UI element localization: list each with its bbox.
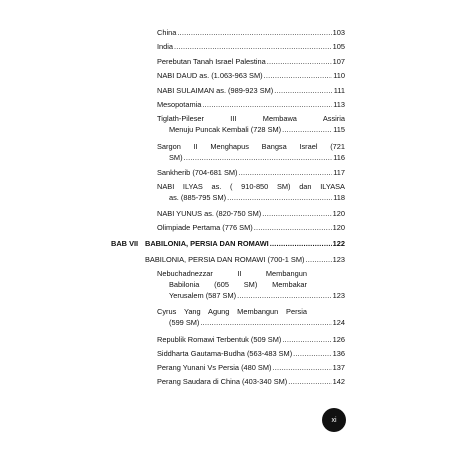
dot-leader xyxy=(202,99,332,110)
toc-entry-page: 123 xyxy=(332,291,345,300)
toc-entry-page: 113 xyxy=(333,100,345,109)
toc-entry-siddharta[interactable] xyxy=(157,348,345,359)
toc-entry-nabi-ilyas[interactable] xyxy=(157,181,345,203)
toc-entry-cyrus[interactable] xyxy=(157,306,345,328)
page-number-badge xyxy=(322,408,346,432)
toc-entry-title-line-2: Menuju Puncak Kembali (728 SM) xyxy=(169,125,282,134)
dot-leader xyxy=(305,254,331,265)
toc-entry-title: Siddharta Gautama-Budha (563-483 SM) xyxy=(157,349,293,358)
toc-entry-perebutan[interactable] xyxy=(157,56,345,67)
toc-entry-nabi-daud[interactable] xyxy=(157,70,345,81)
toc-entry-page: 105 xyxy=(332,42,345,51)
dot-leader xyxy=(262,208,331,219)
dot-leader xyxy=(282,124,332,135)
toc-entry-page: 118 xyxy=(333,193,345,202)
toc-entry-sargon[interactable] xyxy=(157,141,345,163)
toc-entry-page: 116 xyxy=(333,153,345,162)
dot-leader xyxy=(282,334,331,345)
page-number: xi xyxy=(331,416,337,424)
toc-entry-title-line-1: NABI ILYAS as. ( 910-850 SM) dan ILYASA xyxy=(157,182,345,191)
toc-entry-title-line-1: Sargon II Menghapus Bangsa Israel (721 xyxy=(157,142,345,151)
toc-entry-tiglath-pileser[interactable] xyxy=(157,113,345,135)
dot-leader xyxy=(267,56,332,67)
toc-entry-title-line-2: as. (885-795 SM) xyxy=(169,193,227,202)
toc-entry-title-line-3: Yerusalem (587 SM) xyxy=(169,291,237,300)
toc-entry-title: Sankherib (704-681 SM) xyxy=(157,168,238,177)
toc-entry-perang-yunani[interactable] xyxy=(157,362,345,373)
toc-entry-page: 136 xyxy=(332,349,345,358)
dot-leader xyxy=(293,348,331,359)
toc-entry-title-line-2: (599 SM) xyxy=(169,318,200,327)
toc-entry-title: Republik Romawi Terbentuk (509 SM) xyxy=(157,335,282,344)
toc-entry-republik-romawi[interactable] xyxy=(157,334,345,345)
chapter-page: 122 xyxy=(332,239,345,248)
toc-entry-page: 120 xyxy=(332,223,345,232)
dot-leader xyxy=(239,167,333,178)
toc-entry-page: 115 xyxy=(333,125,345,134)
toc-entry-page: 110 xyxy=(333,71,345,80)
toc-entry-page: 103 xyxy=(332,28,345,37)
toc-entry-title: Olimpiade Pertama (776 SM) xyxy=(157,223,253,232)
toc-entry-nabi-yunus[interactable] xyxy=(157,208,345,219)
toc-entry-nabi-sulaiman[interactable] xyxy=(157,85,345,96)
toc-entry-page: 117 xyxy=(333,168,345,177)
chapter-title: BABILONIA, PERSIA DAN ROMAWI xyxy=(145,239,269,248)
dot-leader xyxy=(272,362,331,373)
dot-leader xyxy=(270,238,332,249)
toc-entry-title: NABI YUNUS as. (820-750 SM) xyxy=(157,209,262,218)
dot-leader xyxy=(288,376,331,387)
toc-entry-title: Perebutan Tanah Israel Palestina xyxy=(157,57,266,66)
toc-entry-mesopotamia[interactable] xyxy=(157,99,345,110)
toc-entry-page: 124 xyxy=(332,318,345,327)
toc-entry-title: Perang Saudara di China (403-340 SM) xyxy=(157,377,288,386)
dot-leader xyxy=(254,222,332,233)
chapter-label: BAB VII xyxy=(111,239,139,248)
toc-entry-page: 111 xyxy=(333,86,345,95)
toc-entry-page: 126 xyxy=(332,335,345,344)
toc-entry-title-line-1: Cyrus Yang Agung Membangun Persia xyxy=(157,307,307,316)
toc-entry-title: India xyxy=(157,42,174,51)
toc-entry-title: NABI DAUD as. (1.063-963 SM) xyxy=(157,71,263,80)
dot-leader xyxy=(274,85,333,96)
toc-entry-page: 123 xyxy=(332,255,345,264)
toc-entry-page: 107 xyxy=(332,57,345,66)
dot-leader xyxy=(174,41,332,52)
dot-leader xyxy=(227,192,332,203)
toc-entry-babilonia-persia-romawi[interactable] xyxy=(145,254,345,265)
toc-entry-title-line-2: SM) xyxy=(169,153,183,162)
toc-entry-page: 142 xyxy=(332,377,345,386)
dot-leader xyxy=(184,152,333,163)
toc-entry-title: NABI SULAIMAN as. (989-923 SM) xyxy=(157,86,274,95)
toc-entry-india[interactable] xyxy=(157,41,345,52)
toc-entry-title: China xyxy=(157,28,177,37)
dot-leader xyxy=(237,290,332,301)
toc-entry-title: Perang Yunani Vs Persia (480 SM) xyxy=(157,363,272,372)
toc-entry-perang-saudara[interactable] xyxy=(157,376,345,387)
chapter-heading[interactable] xyxy=(145,238,345,249)
toc-entry-olimpiade[interactable] xyxy=(157,222,345,233)
toc-entry-title: BABILONIA, PERSIA DAN ROMAWI (700-1 SM) xyxy=(145,255,305,264)
dot-leader xyxy=(200,317,331,328)
toc-entry-title: Mesopotamia xyxy=(157,100,202,109)
dot-leader xyxy=(177,27,331,38)
toc-entry-sankherib[interactable] xyxy=(157,167,345,178)
toc-entry-title-line-1: Tiglath-Pileser III Membawa Assiria xyxy=(157,114,345,123)
toc-entry-page: 120 xyxy=(332,209,345,218)
toc-entry-nebuchadnezzar[interactable] xyxy=(157,268,345,301)
toc-entry-title-line-1: Nebuchadnezzar II Membangun xyxy=(157,269,307,278)
dot-leader xyxy=(264,70,333,81)
toc-entry-china[interactable] xyxy=(157,27,345,38)
toc-entry-title-line-2: Babilonia (605 SM) Membakar xyxy=(169,280,307,289)
toc-entry-page: 137 xyxy=(332,363,345,372)
